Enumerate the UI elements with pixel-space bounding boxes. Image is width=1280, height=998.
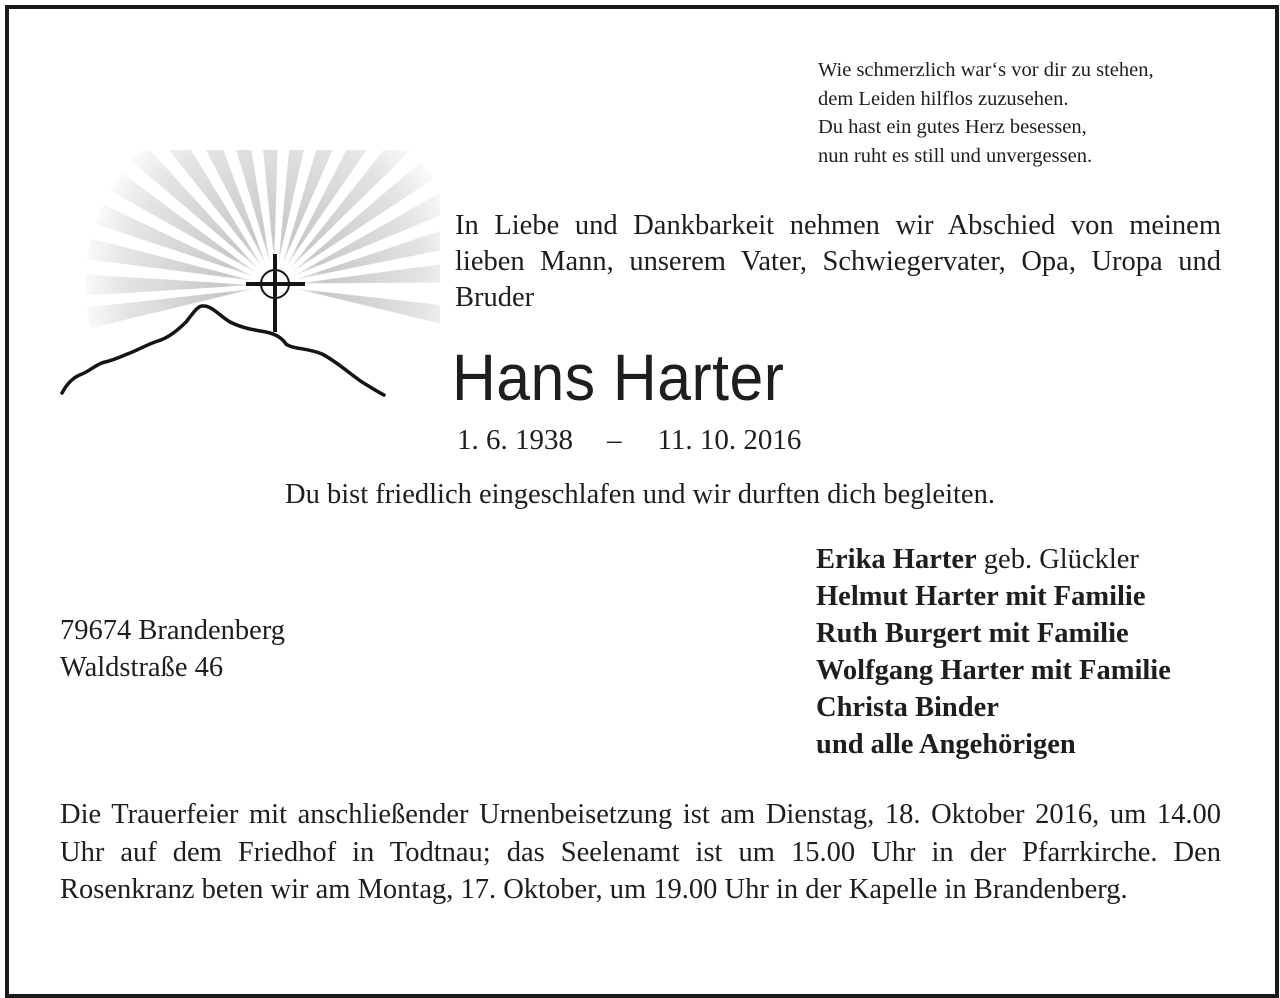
mourner-entry <box>816 652 1171 689</box>
date-separator: – <box>607 424 622 456</box>
address-city: 79674 Brandenberg <box>60 615 286 646</box>
death-date: 11. 10. 2016 <box>657 424 802 456</box>
memorial-poem <box>818 56 1248 170</box>
poem-line: Du hast ein gutes Herz besessen, <box>818 116 1087 138</box>
service-details: Die Trauerfeier mit anschließender Urnenbeisetzung ist am Dienstag, 18. Oktober 2016, um 14.00 Uhr auf dem Friedhof in Todtnau; das Seelenamt ist um 15.00 Uhr in der Pfarrkirche. Den Rosenkranz beten wir am Montag, 17. Oktober, um 19.00 Uhr in der Kapelle in Brandenberg. <box>60 799 1221 905</box>
birth-date: 1. 6. 1938 <box>457 424 573 456</box>
mourner-note: geb. Glückler <box>976 544 1139 575</box>
sunburst-ray <box>297 289 440 329</box>
mourner-name: Christa Binder <box>816 692 999 723</box>
mourner-entry <box>816 726 1171 763</box>
intro-text: In Liebe und Dankbarkeit nehmen wir Abschied von meinem lieben Mann, unserem Vater, Schwiegervater, Opa, Uropa und Bruder <box>455 210 1221 313</box>
mourner-entry <box>816 578 1171 615</box>
mourner-name: Ruth Burgert mit Familie <box>816 618 1129 649</box>
poem-line: nun ruht es still und unvergessen. <box>818 144 1093 167</box>
sunburst-ray <box>258 150 279 263</box>
family-address <box>60 613 285 686</box>
mourner-name: Erika Harter <box>816 544 977 575</box>
mourner-entry <box>816 615 1171 652</box>
life-dates <box>457 420 801 460</box>
mourner-name: und alle Angehörigen <box>816 729 1076 760</box>
poem-line: Wie schmerzlich war‘s vor dir zu stehen, <box>818 59 1154 81</box>
mourner-name: Helmut Harter mit Familie <box>816 581 1146 612</box>
sunburst-rays <box>85 150 440 328</box>
mourner-name: Wolfgang Harter mit Familie <box>816 655 1171 686</box>
deceased-name: Hans Harter <box>452 340 785 414</box>
mountain-cross-sunburst-icon <box>40 150 440 410</box>
address-street: Waldstraße 46 <box>60 651 224 683</box>
mourner-entry <box>816 689 1171 726</box>
poem-line: dem Leiden hilflos zuzusehen. <box>818 87 1069 110</box>
mourners-list <box>816 541 1171 763</box>
mourner-entry <box>816 541 1171 578</box>
farewell-line: Du bist friedlich eingeschlafen und wir durften dich begleiten. <box>285 479 995 510</box>
